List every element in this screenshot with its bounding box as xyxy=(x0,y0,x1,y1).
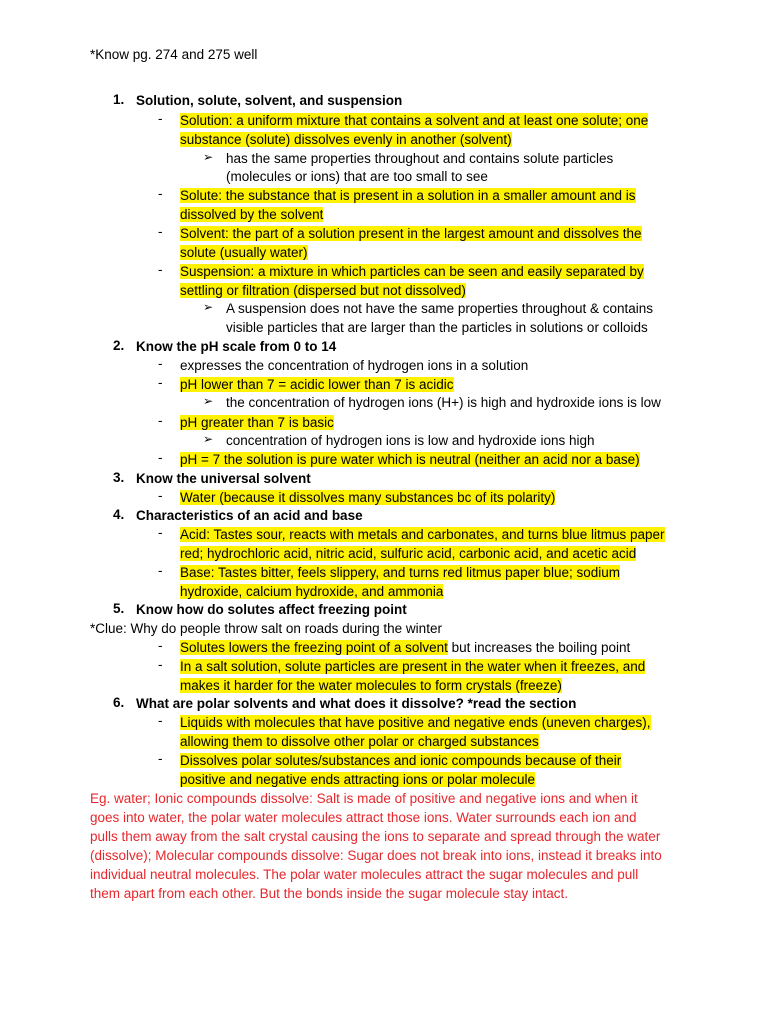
arrow-bullet-icon: ➢ xyxy=(203,394,214,408)
bullet-dash: - xyxy=(158,751,163,766)
s1-b4-line1: Suspension: a mixture in which particles can be seen and easily separated by xyxy=(180,264,644,279)
s1-b1-sub-line2: (molecules or ions) that are too small to see xyxy=(226,169,488,184)
s5-b2-line2: makes it harder for the water molecules to form crystals (freeze) xyxy=(180,678,562,693)
example-line-5: individual neutral molecules. The polar water molecules attract the sugar molecules and pull xyxy=(90,867,639,882)
bullet-dash: - xyxy=(158,450,163,465)
bullet-dash: - xyxy=(158,638,163,653)
arrow-bullet-icon: ➢ xyxy=(203,150,214,164)
s2-b3: pH greater than 7 is basic xyxy=(180,415,334,430)
bullet-dash: - xyxy=(158,224,163,239)
s1-b3-line1: Solvent: the part of a solution present in the largest amount and dissolves the xyxy=(180,226,642,241)
s2-b2: pH lower than 7 = acidic lower than 7 is acidic xyxy=(180,377,454,392)
clue-text: *Clue: Why do people throw salt on roads during the winter xyxy=(90,621,442,636)
bullet-dash: - xyxy=(158,657,163,672)
s1-b1-line2: substance (solute) dissolves evenly in another (solvent) xyxy=(180,132,512,147)
example-line-4: (dissolve); Molecular compounds dissolve: Sugar does not break into ions, instead it breaks into xyxy=(90,848,662,863)
s6-b2-line2: positive and negative ends attracting ions or polar molecule xyxy=(180,772,535,787)
section-4-title: Characteristics of an acid and base xyxy=(136,508,363,523)
s1-b4-sub-line2: visible particles that are larger than the particles in solutions or colloids xyxy=(226,320,648,335)
s2-b3-sub: concentration of hydrogen ions is low and hydroxide ions high xyxy=(226,433,595,448)
s5-b2-line1: In a salt solution, solute particles are present in the water when it freezes, and xyxy=(180,659,646,674)
bullet-dash: - xyxy=(158,525,163,540)
section-2-title: Know the pH scale from 0 to 14 xyxy=(136,339,337,354)
s4-b2-line1: Base: Tastes bitter, feels slippery, and turns red litmus paper blue; sodium xyxy=(180,565,620,580)
s4-b2-line2: hydroxide, calcium hydroxide, and ammonia xyxy=(180,584,444,599)
bullet-dash: - xyxy=(158,563,163,578)
s3-b1: Water (because it dissolves many substances bc of its polarity) xyxy=(180,490,556,505)
s1-b1-line1: Solution: a uniform mixture that contains a solvent and at least one solute; one xyxy=(180,113,649,128)
s1-b4-sub-line1: A suspension does not have the same properties throughout & contains xyxy=(226,301,654,316)
s1-b2-line1: Solute: the substance that is present in a solution in a smaller amount and is xyxy=(180,188,636,203)
bullet-dash: - xyxy=(158,186,163,201)
example-line-6: them apart from each other. But the bonds inside the sugar molecule stay intact. xyxy=(90,886,569,901)
s2-b2-sub: the concentration of hydrogen ions (H+) is high and hydroxide ions is low xyxy=(226,395,661,410)
s1-b1-sub-line1: has the same properties throughout and contains solute particles xyxy=(226,151,614,166)
s1-b4-line2: settling or filtration (dispersed but not dissolved) xyxy=(180,283,466,298)
s2-b1: expresses the concentration of hydrogen ions in a solution xyxy=(180,358,529,373)
section-6-title: What are polar solvents and what does it dissolve? *read the section xyxy=(136,696,577,711)
note-top: *Know pg. 274 and 275 well xyxy=(90,47,258,62)
example-line-1: Eg. water; Ionic compounds dissolve: Salt is made of positive and negative ions and when it xyxy=(90,791,638,806)
section-3-number: 3. xyxy=(113,470,125,485)
bullet-dash: - xyxy=(158,375,163,390)
s2-b4: pH = 7 the solution is pure water which is neutral (neither an acid nor a base) xyxy=(180,452,640,467)
section-1-number: 1. xyxy=(113,92,125,107)
s1-b3-line2: solute (usually water) xyxy=(180,245,308,260)
s6-b1-line2: allowing them to dissolve other polar or charged substances xyxy=(180,734,539,749)
s1-b2-line2: dissolved by the solvent xyxy=(180,207,324,222)
section-6-number: 6. xyxy=(113,695,125,710)
example-line-3: pulls them away from the salt crystal causing the ions to separate and spread through the water xyxy=(90,829,661,844)
arrow-bullet-icon: ➢ xyxy=(203,300,214,314)
bullet-dash: - xyxy=(158,356,163,371)
section-2-number: 2. xyxy=(113,338,125,353)
example-line-2: goes into water, the polar water molecules attract those ions. Water surrounds each ion and xyxy=(90,810,637,825)
bullet-dash: - xyxy=(158,413,163,428)
s5-b1-rest: but increases the boiling point xyxy=(447,640,631,655)
s4-b1-line2: red; hydrochloric acid, nitric acid, sulfuric acid, carbonic acid, and acetic acid xyxy=(180,546,637,561)
section-4-number: 4. xyxy=(113,507,125,522)
bullet-dash: - xyxy=(158,262,163,277)
bullet-dash: - xyxy=(158,488,163,503)
bullet-dash: - xyxy=(158,111,163,126)
s6-b1-line1: Liquids with molecules that have positive and negative ends (uneven charges), xyxy=(180,715,651,730)
section-5-title: Know how do solutes affect freezing point xyxy=(136,602,407,617)
bullet-dash: - xyxy=(158,713,163,728)
arrow-bullet-icon: ➢ xyxy=(203,432,214,446)
s6-b2-line1: Dissolves polar solutes/substances and ionic compounds because of their xyxy=(180,753,622,768)
s5-b1-highlight: Solutes lowers the freezing point of a solvent xyxy=(180,640,448,655)
section-5-number: 5. xyxy=(113,601,125,616)
section-1-title: Solution, solute, solvent, and suspension xyxy=(136,93,403,108)
s4-b1-line1: Acid: Tastes sour, reacts with metals and carbonates, and turns blue litmus paper xyxy=(180,527,665,542)
section-3-title: Know the universal solvent xyxy=(136,471,311,486)
